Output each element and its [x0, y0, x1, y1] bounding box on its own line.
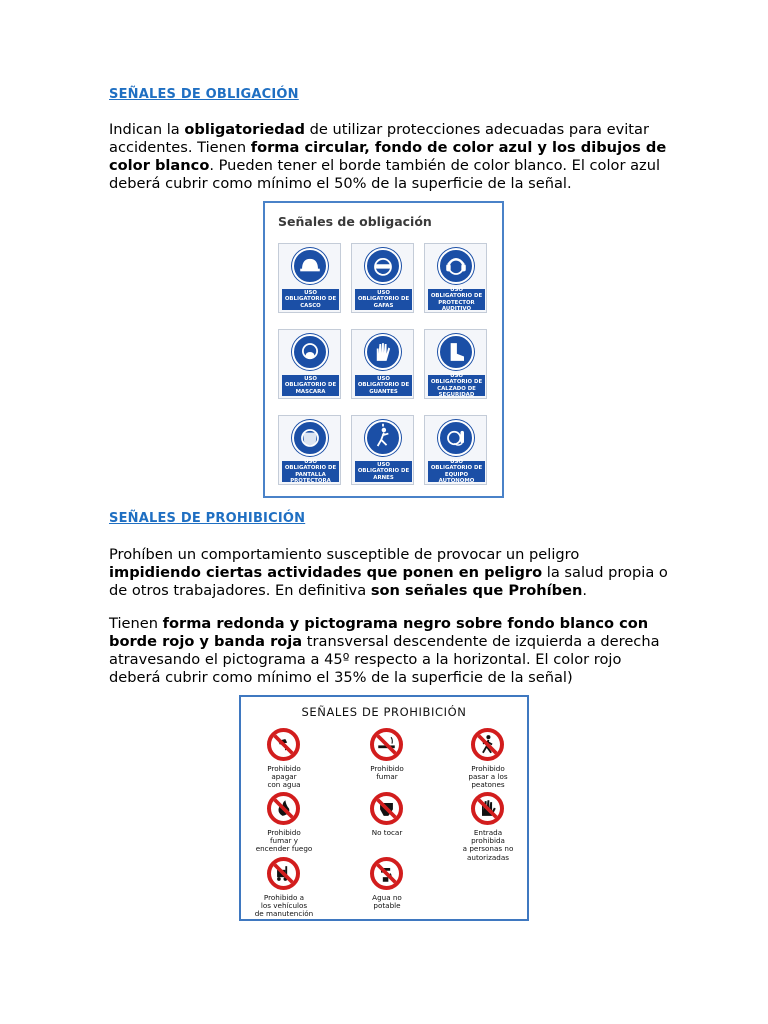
- obligation-sign-label: USO OBLIGATORIO DE CASCO: [282, 289, 339, 310]
- prohibition-sign-label: Prohibido apagar con agua: [267, 764, 301, 790]
- obligation-sign-label: USO OBLIGATORIO DE GUANTES: [355, 375, 412, 396]
- text-run: la salud propia o de otros trabajadores. En definitiva: [109, 564, 668, 599]
- obligation-sign: [351, 243, 414, 313]
- text-run: Prohíben un comportamiento susceptible de provocar un peligro: [109, 546, 580, 563]
- obligation-heading: SEÑALES DE OBLIGACIÓN: [109, 87, 299, 102]
- no-entry-unauthorized-icon: [471, 792, 504, 825]
- no-water-extinguish-icon: [267, 728, 300, 761]
- text-run: Tienen: [109, 615, 163, 632]
- no-smoking-icon: [370, 728, 403, 761]
- breathing-apparatus-icon: [438, 420, 474, 456]
- obligation-sign-label: USO OBLIGATORIO DE PANTALLA PROTECTORA: [282, 461, 339, 482]
- figure-title: Señales de obligación: [278, 214, 432, 229]
- prohibition-heading: SEÑALES DE PROHIBICIÓN: [109, 511, 306, 526]
- ear-protector-icon: [438, 248, 474, 284]
- obligation-sign: [424, 415, 487, 485]
- prohibition-sign-label: No tocar: [371, 828, 403, 837]
- face-shield-icon: [292, 420, 328, 456]
- no-forklift-icon: [267, 857, 300, 890]
- obligation-sign: [278, 329, 341, 399]
- obligation-sign-label: USO OBLIGATORIO DE CALZADO DE SEGURIDAD: [428, 375, 485, 396]
- boot-icon: [438, 334, 474, 370]
- text-run: .: [582, 582, 587, 599]
- text-run-bold: forma redonda y pictograma negro sobre fondo blanco con borde rojo y banda roja: [109, 615, 649, 650]
- obligation-sign-label: USO OBLIGATORIO DE PROTECTOR AUDITIVO: [428, 289, 485, 310]
- mask-icon: [292, 334, 328, 370]
- prohibition-paragraph-2: [109, 615, 669, 687]
- text-run: transversal descendente de izquierda a derecha atravesando el pictograma a 45º respecto a la horizontal. El color rojo deberá cubrir como mínimo el 35% de la superficie de la señal): [109, 633, 660, 686]
- obligation-sign-label: USO OBLIGATORIO DE EQUIPO AUTONOMO: [428, 461, 485, 482]
- text-run: de utilizar protecciones adecuadas para evitar accidentes. Tienen: [109, 121, 649, 156]
- prohibition-sign-label: Entrada prohibida a personas no autorizadas: [462, 828, 514, 862]
- goggles-icon: [365, 248, 401, 284]
- text-run-bold: impidiendo ciertas actividades que ponen en peligro: [109, 564, 543, 581]
- obligation-signs-figure: [263, 201, 504, 498]
- do-not-touch-icon: [370, 792, 403, 825]
- text-run-bold: obligatoriedad: [184, 121, 305, 138]
- no-pedestrians-icon: [471, 728, 504, 761]
- prohibition-sign-label: Prohibido fumar y encender fuego: [255, 828, 313, 854]
- no-open-flame-icon: [267, 792, 300, 825]
- obligation-sign-label: USO OBLIGATORIO DE MASCARA: [282, 375, 339, 396]
- helmet-icon: [292, 248, 328, 284]
- text-run: Indican la: [109, 121, 185, 138]
- non-potable-water-icon: [370, 857, 403, 890]
- obligation-sign: [351, 415, 414, 485]
- obligation-sign: [278, 415, 341, 485]
- obligation-sign: [351, 329, 414, 399]
- figure-title: SEÑALES DE PROHIBICIÓN: [301, 705, 467, 719]
- text-run-bold: forma circular, fondo de color azul y los dibujos de color blanco: [109, 139, 667, 174]
- obligation-sign-label: USO OBLIGATORIO DE GAFAS: [355, 289, 412, 310]
- gloves-icon: [365, 334, 401, 370]
- harness-icon: [365, 420, 401, 456]
- prohibition-sign-label: Prohibido fumar: [370, 764, 404, 782]
- prohibition-signs-figure: [239, 695, 529, 921]
- prohibition-sign-label: Agua no potable: [372, 893, 402, 911]
- obligation-sign: [278, 243, 341, 313]
- text-run-bold: son señales que Prohíben: [370, 582, 583, 599]
- obligation-paragraph: [109, 121, 669, 193]
- obligation-sign: [424, 243, 487, 313]
- prohibition-sign-label: Prohibido pasar a los peatones: [468, 764, 508, 790]
- prohibition-sign-label: Prohibido a los vehículos de manutención: [254, 893, 314, 919]
- prohibition-paragraph-1: [109, 546, 669, 600]
- obligation-sign: [424, 329, 487, 399]
- text-run: . Pueden tener el borde también de color blanco. El color azul deberá cubrir como mínimo el 50% de la superficie de la señal.: [109, 157, 660, 192]
- obligation-sign-label: USO OBLIGATORIO DE ARNES: [355, 461, 412, 482]
